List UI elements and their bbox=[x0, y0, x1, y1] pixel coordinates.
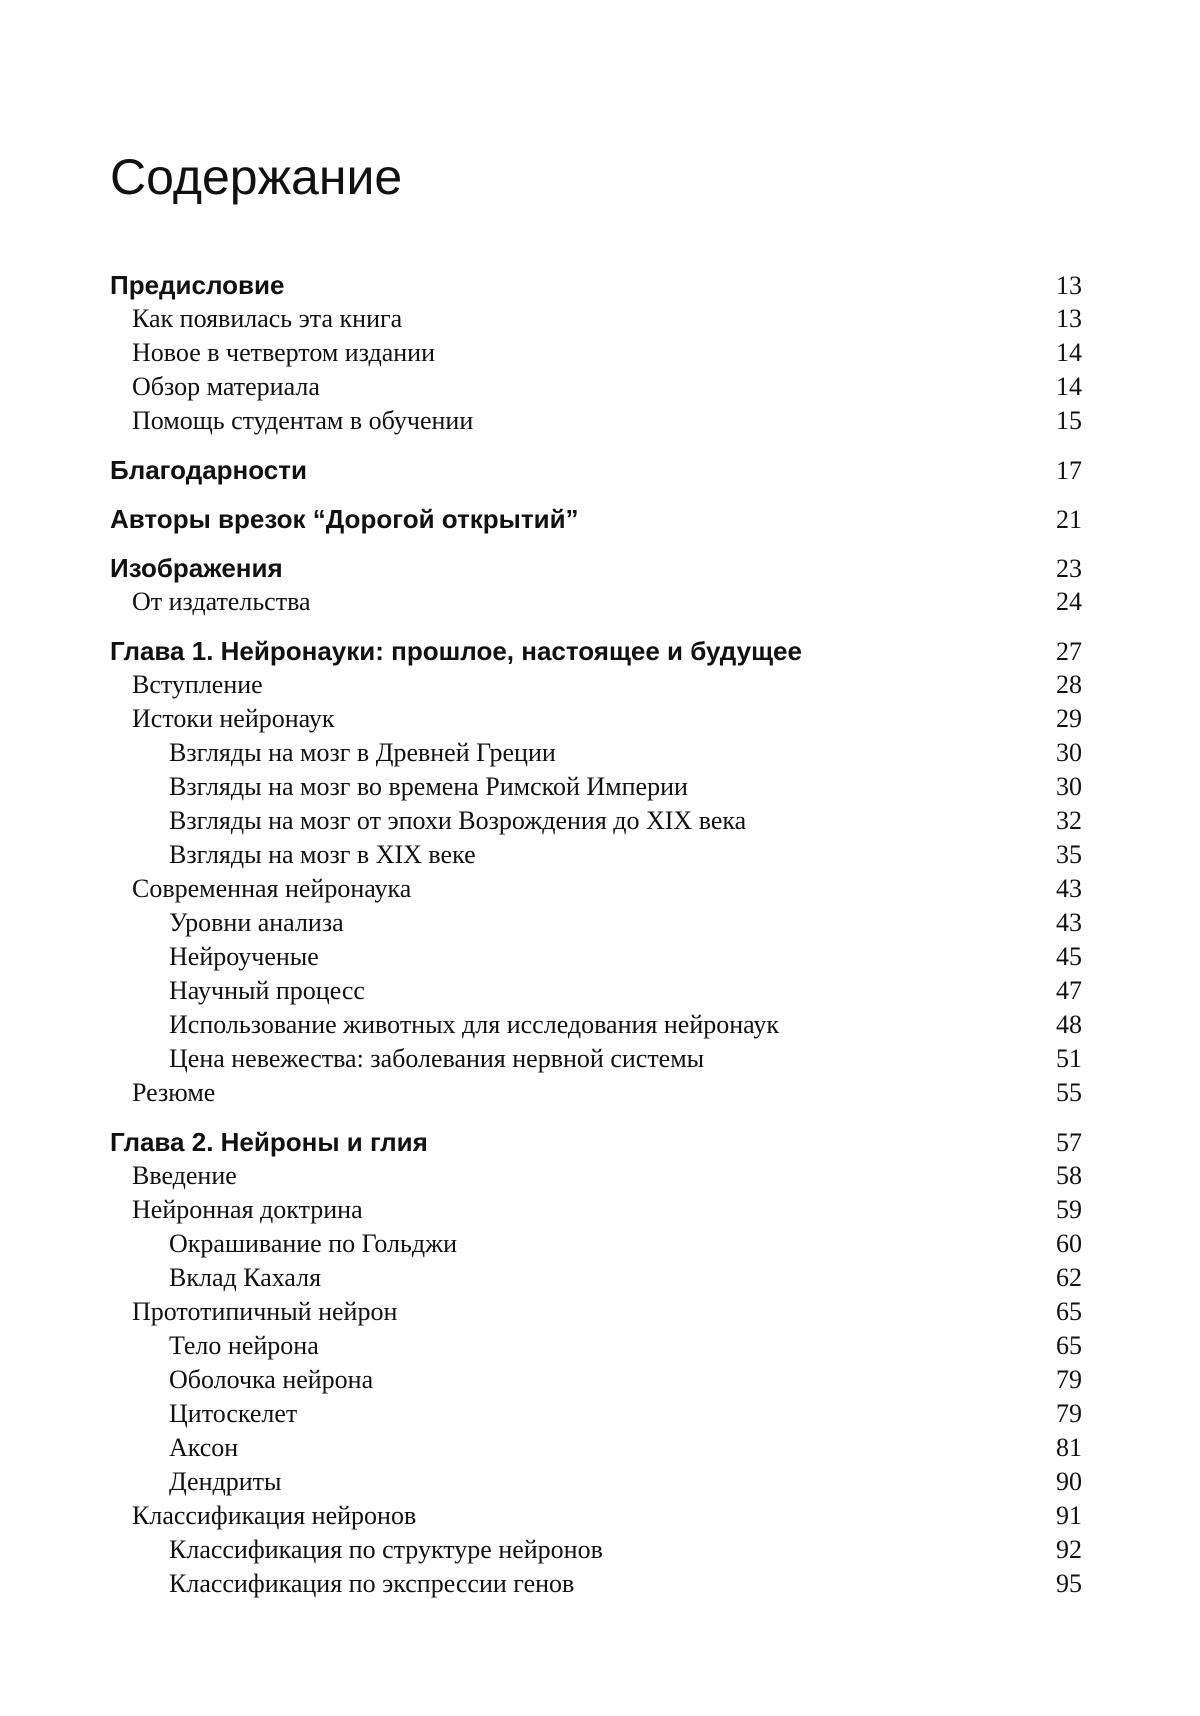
toc-entry-title: Использование животных для исследования нейронаук bbox=[169, 1010, 780, 1039]
toc-page-number: 15 bbox=[1056, 406, 1082, 435]
toc-entry-title: Нейроученые bbox=[169, 942, 319, 971]
toc-subsubsection-entry bbox=[110, 838, 1082, 872]
toc-page-number: 79 bbox=[1056, 1365, 1082, 1394]
toc-page-number: 55 bbox=[1056, 1078, 1082, 1107]
toc-section-entry bbox=[110, 453, 1082, 487]
toc-page-number: 62 bbox=[1056, 1263, 1082, 1292]
toc-entry-title: Дендриты bbox=[169, 1467, 282, 1496]
toc-page-number: 81 bbox=[1056, 1433, 1082, 1462]
toc-entry-title: Классификация нейронов bbox=[132, 1501, 417, 1530]
toc-entry-title: Истоки нейронаук bbox=[132, 704, 335, 733]
toc-entry-title: Цена невежества: заболевания нервной системы bbox=[169, 1044, 705, 1073]
toc-subsection-entry bbox=[110, 404, 1082, 438]
toc-page-number: 51 bbox=[1056, 1044, 1082, 1073]
toc-page-number: 14 bbox=[1056, 338, 1082, 367]
toc-section-entry bbox=[110, 268, 1082, 302]
toc-entry-title: Взгляды на мозг в Древней Греции bbox=[169, 738, 556, 767]
toc-subsection-entry bbox=[110, 1295, 1082, 1329]
toc-entry-title: Вклад Кахаля bbox=[169, 1263, 322, 1292]
toc-page-number: 21 bbox=[1056, 505, 1082, 534]
toc-subsection-entry bbox=[110, 1193, 1082, 1227]
toc-entry-title: Глава 1. Нейронауки: прошлое, настоящее и будущее bbox=[110, 636, 802, 666]
toc-entry-title: Новое в четвертом издании bbox=[132, 338, 436, 367]
toc-page-number: 65 bbox=[1056, 1297, 1082, 1326]
toc-subsection-entry bbox=[110, 1159, 1082, 1193]
toc-subsection-entry bbox=[110, 1499, 1082, 1533]
toc-entry-title: Глава 2. Нейроны и глия bbox=[110, 1127, 428, 1157]
toc-page-number: 95 bbox=[1056, 1569, 1082, 1598]
toc-subsubsection-entry bbox=[110, 940, 1082, 974]
toc-page-number: 24 bbox=[1056, 587, 1082, 616]
toc-entry-title: Классификация по экспрессии генов bbox=[169, 1569, 575, 1598]
toc-section-entry bbox=[110, 1125, 1082, 1159]
toc-subsection-entry bbox=[110, 702, 1082, 736]
toc-entry-title: Помощь студентам в обучении bbox=[132, 406, 474, 435]
toc-page-number: 13 bbox=[1056, 304, 1082, 333]
toc-page-number: 47 bbox=[1056, 976, 1082, 1005]
toc-subsubsection-entry bbox=[110, 1042, 1082, 1076]
toc-entry-title: Обзор материала bbox=[132, 372, 320, 401]
toc-entry-title: Авторы врезок “Дорогой открытий” bbox=[110, 504, 579, 534]
toc-subsubsection-entry bbox=[110, 770, 1082, 804]
toc-section-entry bbox=[110, 634, 1082, 668]
toc-subsubsection-entry bbox=[110, 1363, 1082, 1397]
toc-page-number: 30 bbox=[1056, 738, 1082, 767]
toc-entry-title: Введение bbox=[132, 1161, 237, 1190]
toc-entry-title: Взгляды на мозг от эпохи Возрождения до XIX века bbox=[169, 806, 747, 835]
toc-entry-title: Оболочка нейрона bbox=[169, 1365, 374, 1394]
toc-page-number: 58 bbox=[1056, 1161, 1082, 1190]
toc-entry-title: Взгляды на мозг во времена Римской Империи bbox=[169, 772, 688, 801]
toc-subsection-entry bbox=[110, 585, 1082, 619]
toc-page-number: 48 bbox=[1056, 1010, 1082, 1039]
toc-page-number: 13 bbox=[1056, 271, 1082, 300]
toc-subsection-entry bbox=[110, 302, 1082, 336]
toc-subsubsection-entry bbox=[110, 1329, 1082, 1363]
toc-page-number: 27 bbox=[1056, 637, 1082, 666]
toc-entry-title: Окрашивание по Гольджи bbox=[169, 1229, 457, 1258]
toc-entry-title: От издательства bbox=[132, 587, 311, 616]
toc-entry-title: Тело нейрона bbox=[169, 1331, 319, 1360]
toc-subsection-entry bbox=[110, 1076, 1082, 1110]
toc-subsubsection-entry bbox=[110, 736, 1082, 770]
toc-subsubsection-entry bbox=[110, 804, 1082, 838]
toc-section-entry bbox=[110, 502, 1082, 536]
toc-subsubsection-entry bbox=[110, 1567, 1082, 1601]
toc-subsubsection-entry bbox=[110, 1227, 1082, 1261]
toc-section-entry bbox=[110, 551, 1082, 585]
toc-page-number: 90 bbox=[1056, 1467, 1082, 1496]
toc-entry-title: Взгляды на мозг в XIX веке bbox=[169, 840, 476, 869]
toc-page-number: 60 bbox=[1056, 1229, 1082, 1258]
toc-subsection-entry bbox=[110, 872, 1082, 906]
toc-entry-title: Современная нейронаука bbox=[132, 874, 412, 903]
toc-page-number: 29 bbox=[1056, 704, 1082, 733]
toc-page-number: 65 bbox=[1056, 1331, 1082, 1360]
toc-page-number: 28 bbox=[1056, 670, 1082, 699]
toc-subsubsection-entry bbox=[110, 1261, 1082, 1295]
toc-entry-title: Цитоскелет bbox=[169, 1399, 298, 1428]
toc-page-number: 92 bbox=[1056, 1535, 1082, 1564]
toc-page-number: 32 bbox=[1056, 806, 1082, 835]
toc-page-number: 91 bbox=[1056, 1501, 1082, 1530]
table-of-contents bbox=[110, 268, 1082, 1601]
toc-subsection-entry bbox=[110, 370, 1082, 404]
toc-subsection-entry bbox=[110, 668, 1082, 702]
toc-entry-title: Научный процесс bbox=[169, 976, 365, 1005]
toc-page-number: 43 bbox=[1056, 874, 1082, 903]
toc-entry-title: Благодарности bbox=[110, 455, 307, 485]
toc-subsection-entry bbox=[110, 336, 1082, 370]
page-title: Содержание bbox=[110, 149, 403, 205]
toc-subsubsection-entry bbox=[110, 974, 1082, 1008]
toc-subsubsection-entry bbox=[110, 906, 1082, 940]
toc-page-number: 17 bbox=[1056, 456, 1082, 485]
toc-subsubsection-entry bbox=[110, 1397, 1082, 1431]
toc-subsubsection-entry bbox=[110, 1431, 1082, 1465]
toc-page-number: 79 bbox=[1056, 1399, 1082, 1428]
toc-entry-title: Изображения bbox=[110, 553, 283, 583]
toc-subsubsection-entry bbox=[110, 1533, 1082, 1567]
toc-page-number: 23 bbox=[1056, 554, 1082, 583]
toc-subsubsection-entry bbox=[110, 1008, 1082, 1042]
toc-page-number: 43 bbox=[1056, 908, 1082, 937]
toc-entry-title: Аксон bbox=[169, 1433, 239, 1462]
toc-subsubsection-entry bbox=[110, 1465, 1082, 1499]
toc-page-number: 45 bbox=[1056, 942, 1082, 971]
toc-entry-title: Вступление bbox=[132, 670, 263, 699]
toc-entry-title: Классификация по структуре нейронов bbox=[169, 1535, 603, 1564]
toc-page-number: 57 bbox=[1056, 1128, 1082, 1157]
toc-page-number: 59 bbox=[1056, 1195, 1082, 1224]
toc-entry-title: Нейронная доктрина bbox=[132, 1195, 363, 1224]
toc-entry-title: Как появилась эта книга bbox=[132, 304, 403, 333]
toc-page-number: 14 bbox=[1056, 372, 1082, 401]
toc-page-number: 30 bbox=[1056, 772, 1082, 801]
toc-page-number: 35 bbox=[1056, 840, 1082, 869]
toc-entry-title: Резюме bbox=[132, 1078, 216, 1107]
toc-entry-title: Прототипичный нейрон bbox=[132, 1297, 398, 1326]
toc-entry-title: Предисловие bbox=[110, 270, 285, 300]
toc-entry-title: Уровни анализа bbox=[169, 908, 344, 937]
